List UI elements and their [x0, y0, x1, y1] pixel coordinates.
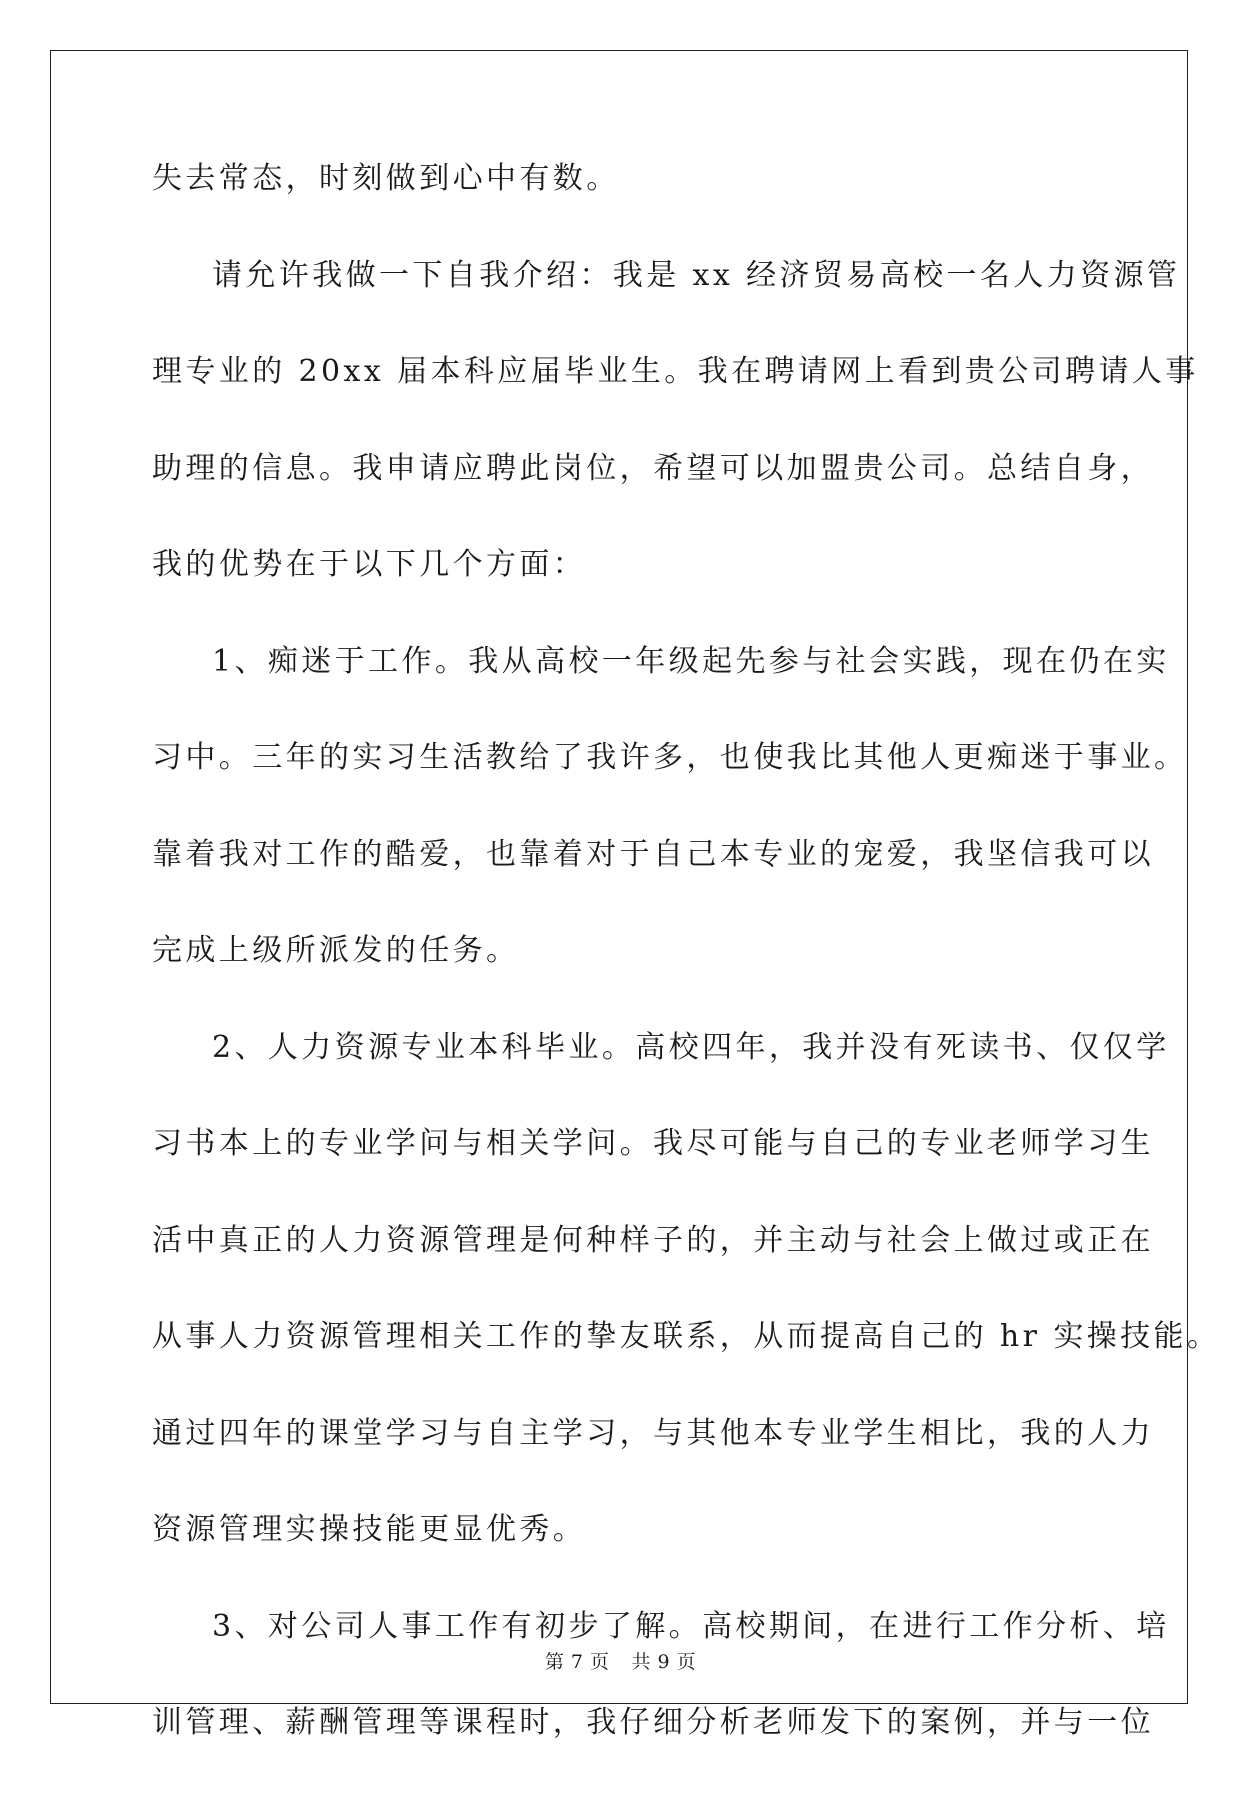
document-body — [152, 161, 1221, 1803]
page-number: 第 7 页 — [544, 1651, 610, 1673]
text-line: 失去常态，时刻做到心中有数。 — [152, 161, 620, 196]
text-line: 我的优势在于以下几个方面： — [152, 547, 587, 582]
text-line: 从事人力资源管理相关工作的挚友联系，从而提高自己的 hr 实操技能。 — [152, 1319, 1221, 1354]
text-line: 靠着我对工作的酷爱，也靠着对于自己本专业的宠爱，我坚信我可以 — [152, 836, 1154, 872]
page-footer — [0, 1650, 1241, 1674]
text-line: 助理的信息。我申请应聘此岗位，希望可以加盟贵公司。总结自身， — [152, 450, 1154, 486]
text-line: 活中真正的人力资源管理是何种样子的，并主动与社会上做过或正在 — [152, 1222, 1154, 1258]
text-line: 习中。三年的实习生活教给了我许多，也使我比其他人更痴迷于事业。 — [152, 740, 1188, 775]
paragraph-point-1-line: 1、痴迷于工作。我从高校一年级起先参与社会实践，现在仍在实 — [212, 643, 1170, 679]
text-line: 理专业的 20xx 届本科应届毕业生。我在聘请网上看到贵公司聘请人事 — [152, 354, 1199, 389]
text-line: 习书本上的专业学问与相关学问。我尽可能与自己的专业老师学习生 — [152, 1126, 1154, 1161]
paragraph-point-3-line: 3、对公司人事工作有初步了解。高校期间，在进行工作分析、培 — [212, 1608, 1170, 1644]
text-line: 训管理、薪酬管理等课程时，我仔细分析老师发下的案例，并与一位 — [152, 1705, 1154, 1740]
text-line: 通过四年的课堂学习与自主学习，与其他本专业学生相比，我的人力 — [152, 1415, 1154, 1451]
text-line: 资源管理实操技能更显优秀。 — [152, 1512, 587, 1547]
paragraph-point-2-line: 2、人力资源专业本科毕业。高校四年，我并没有死读书、仅仅学 — [212, 1029, 1170, 1065]
page-total: 共 9 页 — [631, 1651, 697, 1673]
paragraph-intro-line: 请允许我做一下自我介绍：我是 xx 经济贸易高校一名人力资源管 — [212, 257, 1181, 293]
text-line: 完成上级所派发的任务。 — [152, 933, 520, 968]
